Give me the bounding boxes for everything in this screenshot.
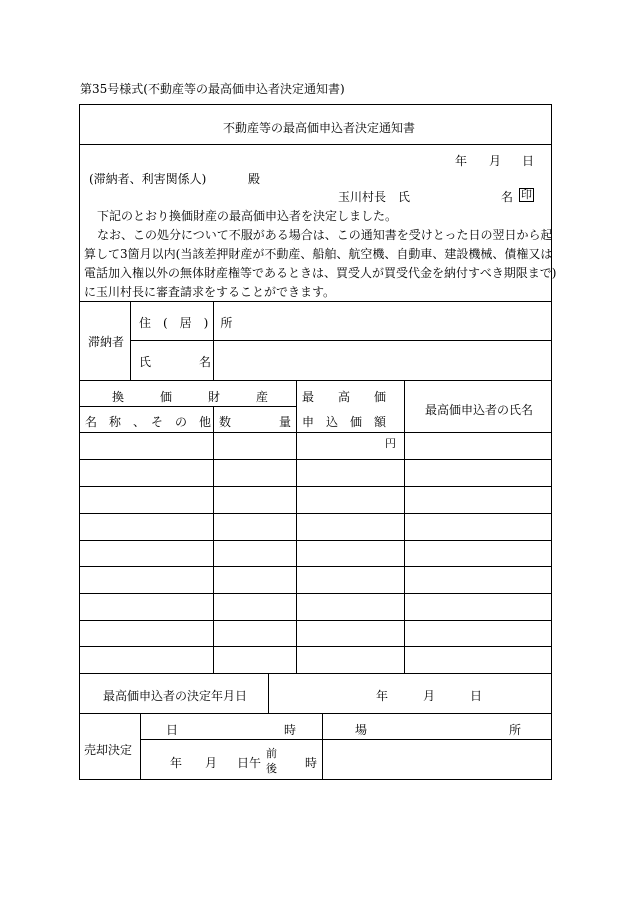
- sale-am-option: 前: [266, 747, 277, 760]
- sale-place-header-2: 所: [509, 723, 522, 737]
- sale-time-header: 時: [284, 723, 297, 737]
- body-paragraph-2-line-1: なお、この処分について不服がある場合は、この通知書を受けとった日の翌日から起: [97, 228, 553, 242]
- seal-mark: 印: [521, 188, 532, 201]
- body-paragraph-1: 下記のとおり換価財産の最高価申込者を決定しました。: [97, 209, 398, 223]
- body-paragraph-2-line-3: 電話加入権以外の無体財産権等であるときは、買受人が買受代金を納付すべき期限まで): [84, 266, 557, 280]
- sale-month: 月: [205, 756, 218, 770]
- sale-decision-label: 売却決定: [84, 743, 133, 757]
- column-highest-bid-line-2: 申 込 価 額: [302, 415, 387, 429]
- column-highest-bid-line-1: 最 高 価: [302, 390, 387, 404]
- name-field[interactable]: [214, 341, 551, 380]
- body-paragraph-2-line-2: 算して3箇月以内(当該差押財産が不動産、船舶、航空機、自動車、建設機械、債権又は: [84, 247, 553, 261]
- sale-date-header: 日: [166, 723, 179, 737]
- sale-day-noon: 日午: [237, 756, 262, 770]
- delinquent-label: 滞納者: [88, 335, 125, 349]
- sale-place-field[interactable]: [323, 740, 551, 779]
- form-number: 第35号様式(不動産等の最高価申込者決定通知書): [80, 82, 345, 96]
- yen-unit: 円: [385, 437, 396, 450]
- address-field[interactable]: [214, 302, 551, 340]
- issuer-name-suffix: 名: [501, 190, 514, 204]
- sale-place-header-1: 場: [355, 723, 368, 737]
- addressee-honorific: 殿: [248, 172, 261, 186]
- date-year: 年: [455, 154, 468, 168]
- column-quantity: 数 量: [219, 415, 292, 429]
- property-header: 換 価 財 産: [112, 390, 269, 404]
- decision-date-field[interactable]: [269, 674, 551, 713]
- date-month: 月: [489, 154, 502, 168]
- body-paragraph-2-line-4: に玉川村長に審査請求をすることができます。: [84, 285, 336, 299]
- column-bidder-name: 最高価申込者の氏名: [425, 403, 534, 417]
- decision-year: 年: [376, 689, 389, 703]
- addressee-label: (滞納者、利害関係人): [89, 172, 207, 186]
- sale-year: 年: [170, 756, 183, 770]
- sale-hour: 時: [305, 756, 318, 770]
- date-day: 日: [522, 154, 535, 168]
- decision-month: 月: [423, 689, 436, 703]
- sale-pm-option: 後: [266, 762, 277, 775]
- document-title: 不動産等の最高価申込者決定通知書: [223, 121, 416, 135]
- name-label: 氏 名: [139, 355, 212, 369]
- column-name-other: 名 称 、 そ の 他: [85, 415, 212, 429]
- decision-day: 日: [470, 689, 483, 703]
- issuer-name: 玉川村長 氏: [338, 190, 411, 204]
- decision-date-label: 最高価申込者の決定年月日: [103, 689, 248, 703]
- address-label: 住 ( 居 ) 所: [139, 316, 233, 330]
